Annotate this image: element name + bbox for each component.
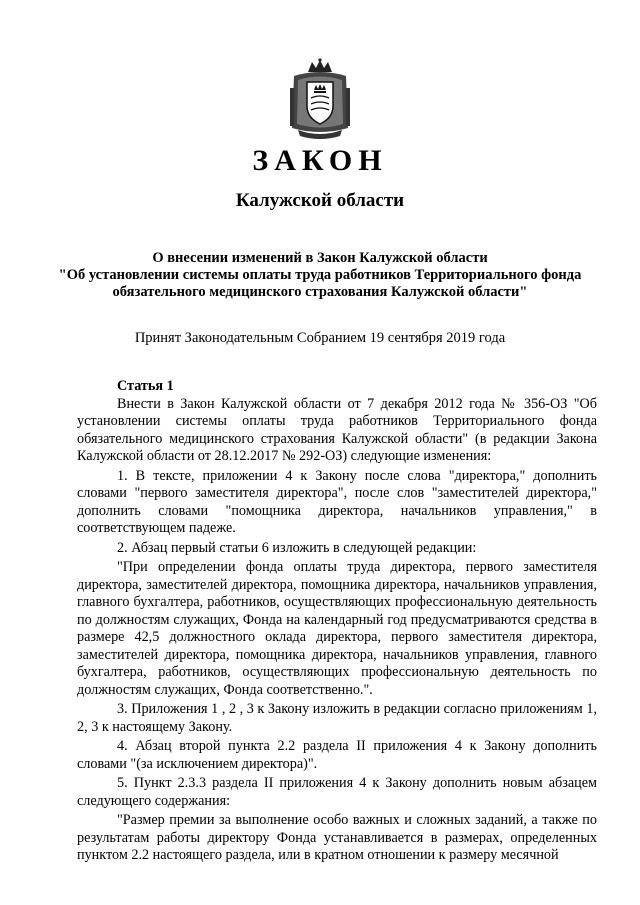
- article-paragraph: 1. В тексте, приложении 4 к Закону после слова "директора," дополнить словами "первого заместителя директора", после слов "заместителей директора," дополнить словами "помощника директора, начальников управления," в соответствующем падеже.: [77, 467, 597, 536]
- document-title: ЗАКОН: [252, 144, 388, 177]
- adoption-date: Принят Законодательным Собранием 19 сентября 2019 года: [134, 330, 506, 346]
- subject-line: "Об установлении системы оплаты труда работников Территориального фонда: [58, 267, 582, 283]
- subject-line: обязательного медицинского страхования Калужской области": [112, 284, 528, 300]
- article-paragraph: "Размер премии за выполнение особо важных и сложных заданий, а также по результатам работы директору Фонда устанавливается в размерах, определенных пунктом 2.2 настоящего раздела, или в кратном отношении к размеру месячной: [77, 812, 597, 863]
- article-paragraph: 2. Абзац первый статьи 6 изложить в следующей редакции:: [117, 539, 477, 556]
- article-heading: Статья 1: [117, 378, 174, 394]
- article-paragraph: 5. Пункт 2.3.3 раздела II приложения 4 к Закону дополнить новым абзацем следующего содержания:: [77, 775, 597, 809]
- article-paragraph: 3. Приложения 1 , 2 , 3 к Закону изложить в редакции согласно приложениям 1, 2, 3 к настоящему Закону.: [77, 701, 597, 735]
- law-subject: [50, 250, 590, 301]
- article-paragraph: "При определении фонда оплаты труда директора, первого заместителя директора, заместителей директора, помощника директора, начальников управления, главного бухгалтера, работников, осуществляющих профессиональную деятельность по должностям служащих, Фонда на календарный год предусматриваются средства в размере 42,5 должностного оклада директора, первого заместителя директора, заместителей директора, помощника директора, начальников управления, главного бухгалтера, работников, осуществляющих профессиональную деятельность по должностям служащих, Фонда соответственно.".: [77, 559, 597, 698]
- subject-line: О внесении изменений в Закон Калужской области: [152, 250, 488, 266]
- article-paragraph: 4. Абзац второй пункта 2.2 раздела II приложения 4 к Закону дополнить словами "(за исключением директора)".: [77, 738, 597, 772]
- article-body: [77, 378, 597, 866]
- region-name: Калужской области: [235, 190, 405, 211]
- coat-of-arms-icon: [288, 58, 352, 140]
- article-intro: Внести в Закон Калужской области от 7 декабря 2012 года № 356-ОЗ "Об установлении системы оплаты труда работников Территориального фонда обязательного медицинского страхования Калужской области" (в редакции Закона Калужской области от 28.12.2017 № 292-ОЗ) следующие изменения:: [77, 395, 597, 464]
